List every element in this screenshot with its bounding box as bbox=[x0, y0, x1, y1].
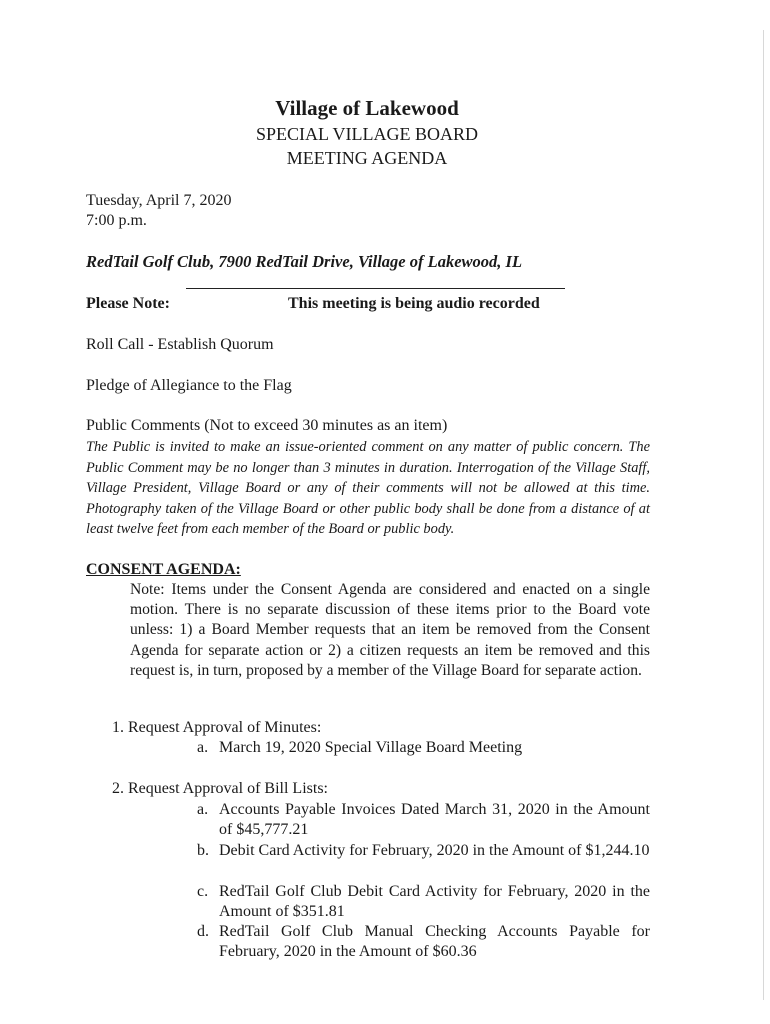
notice-label: Please Note: bbox=[86, 295, 170, 312]
public-comments-text: The Public is invited to make an issue-oriented comment on any matter of public concern. The Public Comment may be no longer than 3 minutes in duration. Interrogation of the Village Staff, Village President, Village Board or any of their comments will not be allowed at this time. Photography taken of the Village Board or other public body shall be done from a distance of at least twelve feet from each member of the Board or public body. bbox=[86, 439, 650, 537]
meeting-location: RedTail Golf Club, 7900 RedTail Drive, Village of Lakewood, IL bbox=[86, 252, 523, 271]
agenda-title: MEETING AGENDA bbox=[286, 148, 448, 168]
village-title: Village of Lakewood bbox=[275, 96, 459, 120]
meeting-time: 7:00 p.m. bbox=[86, 212, 147, 229]
pledge-item: Pledge of Allegiance to the Flag bbox=[86, 377, 292, 394]
recording-notice bbox=[86, 294, 540, 314]
divider-rule bbox=[186, 288, 565, 289]
scan-edge bbox=[763, 30, 764, 1000]
subitem-letter: b. bbox=[197, 842, 209, 859]
subitem-text: Accounts Payable Invoices Dated March 31, 2020 in the Amount of $45,777.21 bbox=[219, 801, 650, 838]
agenda-item-bill-lists: 2. Request Approval of Bill Lists: bbox=[112, 780, 328, 797]
agenda-item-minutes: 1. Request Approval of Minutes: bbox=[112, 719, 322, 736]
subitem-letter: d. bbox=[197, 923, 209, 940]
consent-agenda-heading: CONSENT AGENDA: bbox=[86, 561, 241, 578]
public-comments-heading: Public Comments (Not to exceed 30 minutes as an item) bbox=[86, 417, 448, 434]
notice-text: This meeting is being audio recorded bbox=[288, 295, 540, 312]
subitem-text: March 19, 2020 Special Village Board Meeting bbox=[219, 739, 523, 756]
subitem-letter: a. bbox=[197, 801, 209, 818]
subitem-text: RedTail Golf Club Manual Checking Accounts Payable for February, 2020 in the Amount of $60.36 bbox=[219, 923, 650, 960]
meeting-date: Tuesday, April 7, 2020 bbox=[86, 192, 232, 209]
subitem-letter: a. bbox=[197, 739, 209, 756]
roll-call-item: Roll Call - Establish Quorum bbox=[86, 336, 274, 353]
subitem-text: RedTail Golf Club Debit Card Activity for February, 2020 in the Amount of $351.81 bbox=[219, 883, 650, 920]
subitem-text: Debit Card Activity for February, 2020 in the Amount of $1,244.10 bbox=[219, 842, 650, 859]
board-title: SPECIAL VILLAGE BOARD bbox=[255, 124, 478, 144]
subitem-letter: c. bbox=[197, 883, 209, 900]
consent-agenda-note: Note: Items under the Consent Agenda are considered and enacted on a single motion. There is no separate discussion of these items prior to the Board vote unless: 1) a Board Member requests that an item be removed from the Consent Agenda for separate action or 2) a citizen requests an item be removed and this request is, in turn, proposed by a member of the Village Board for separate action. bbox=[130, 581, 650, 679]
